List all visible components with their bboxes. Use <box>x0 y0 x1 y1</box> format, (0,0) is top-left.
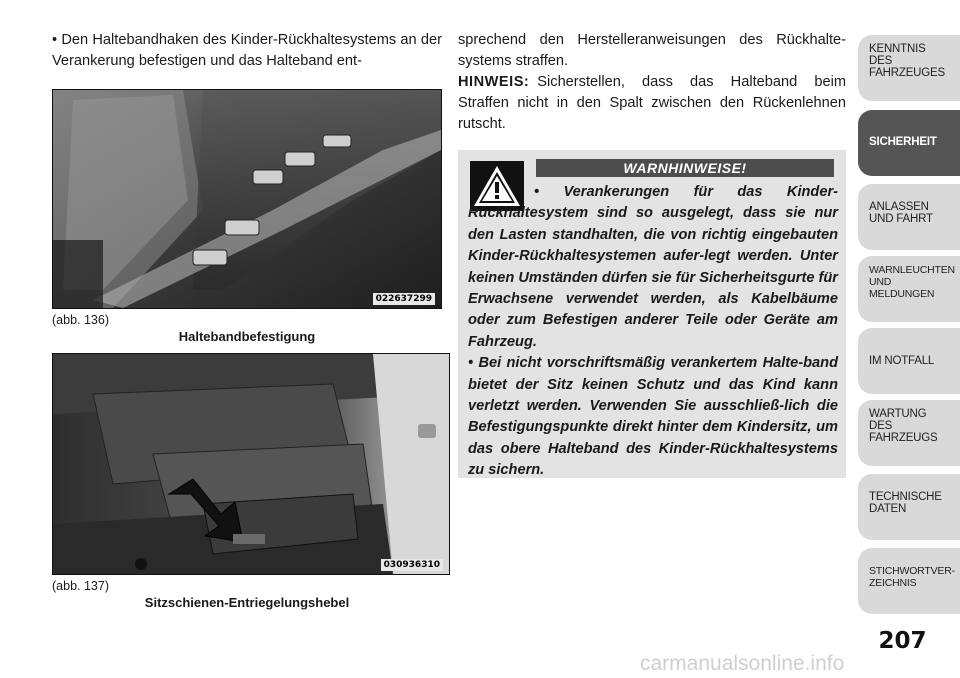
seat-rail-release-lever-image <box>53 354 449 574</box>
tab-technische-daten[interactable]: TECHNISCHE DATEN <box>858 474 960 540</box>
continuation-paragraph: sprechend den Herstelleranweisungen des Rückhalte-systems straffen. <box>458 32 846 69</box>
figure-137-photo <box>52 353 450 575</box>
figure-137-caption: Sitzschienen-Entriegelungshebel <box>144 595 350 610</box>
seatback-tether-anchors-image <box>53 90 441 308</box>
tab-sicherheit[interactable]: SICHERHEIT <box>858 110 960 176</box>
tab-im-notfall[interactable]: IM NOTFALL <box>858 328 960 394</box>
figure-136-photo <box>52 89 442 309</box>
figure-136-caption: Haltebandbefestigung <box>178 329 316 344</box>
warning-item-1: • Verankerungen für das Kinder-Rückhaltesystem sind so ausgelegt, dass sie nur den Lasten standhalten, die von richtig eingebauten Kinder-Rückhaltesystemen aufer-legt werden. Unter keinen Umständen dürfen sie für Sicherheitsgurte für Erwachsene verwendet werden, als Kabelbäume oder zum Befestigen anderer Teile oder Geräte am Fahrzeug. <box>468 184 838 350</box>
warning-title: WARNHINWEISE! <box>536 159 834 177</box>
figure-136-number: (abb. 136) <box>52 313 109 327</box>
note-label: HINWEIS: <box>458 74 530 90</box>
note-paragraph <box>458 72 846 135</box>
tab-warnleuchten-und-meldungen[interactable]: WARNLEUCHTEN UND MELDUNGEN <box>858 256 960 322</box>
tab-wartung-des-fahrzeugs[interactable]: WARTUNG DES FAHRZEUGS <box>858 400 960 466</box>
chapter-tabs <box>858 0 960 678</box>
watermark: carmanualsonline.info <box>640 652 845 675</box>
intro-paragraph: • Den Haltebandhaken des Kinder-Rückhaltesystems an der Verankerung befestigen und das Halteband ent- <box>52 32 442 69</box>
figure-137-number: (abb. 137) <box>52 579 109 593</box>
page-number: 207 <box>878 628 927 654</box>
right-column <box>458 30 846 135</box>
note-text: Sicherstellen, dass das Halteband beim Straffen nicht in den Spalt zwischen den Rückenlehnen rutscht. <box>458 74 846 132</box>
left-column <box>52 30 442 611</box>
figure-136-code: 022637299 <box>373 293 435 305</box>
tab-kenntnis-des-fahrzeuges[interactable]: KENNTNIS DES FAHRZEUGES <box>858 35 960 101</box>
figure-137-code: 030936310 <box>381 559 443 571</box>
warning-box <box>458 150 846 478</box>
tab-anlassen-und-fahrt[interactable]: ANLASSEN UND FAHRT <box>858 184 960 250</box>
warning-item-2: • Bei nicht vorschriftsmäßig verankertem Halte-band bietet der Sitz keinen Schutz und das Kind kann verletzt werden. Verwenden Sie ausschließ-lich die Befestigungspunkte direkt hinter dem Kindersitz, um das obere Halteband des Kinder-Rückhaltesystems zu sichern. <box>468 355 838 479</box>
warning-text <box>468 182 838 482</box>
tab-stichwortverzeichnis[interactable]: STICHWORTVER- ZEICHNIS <box>858 548 960 614</box>
